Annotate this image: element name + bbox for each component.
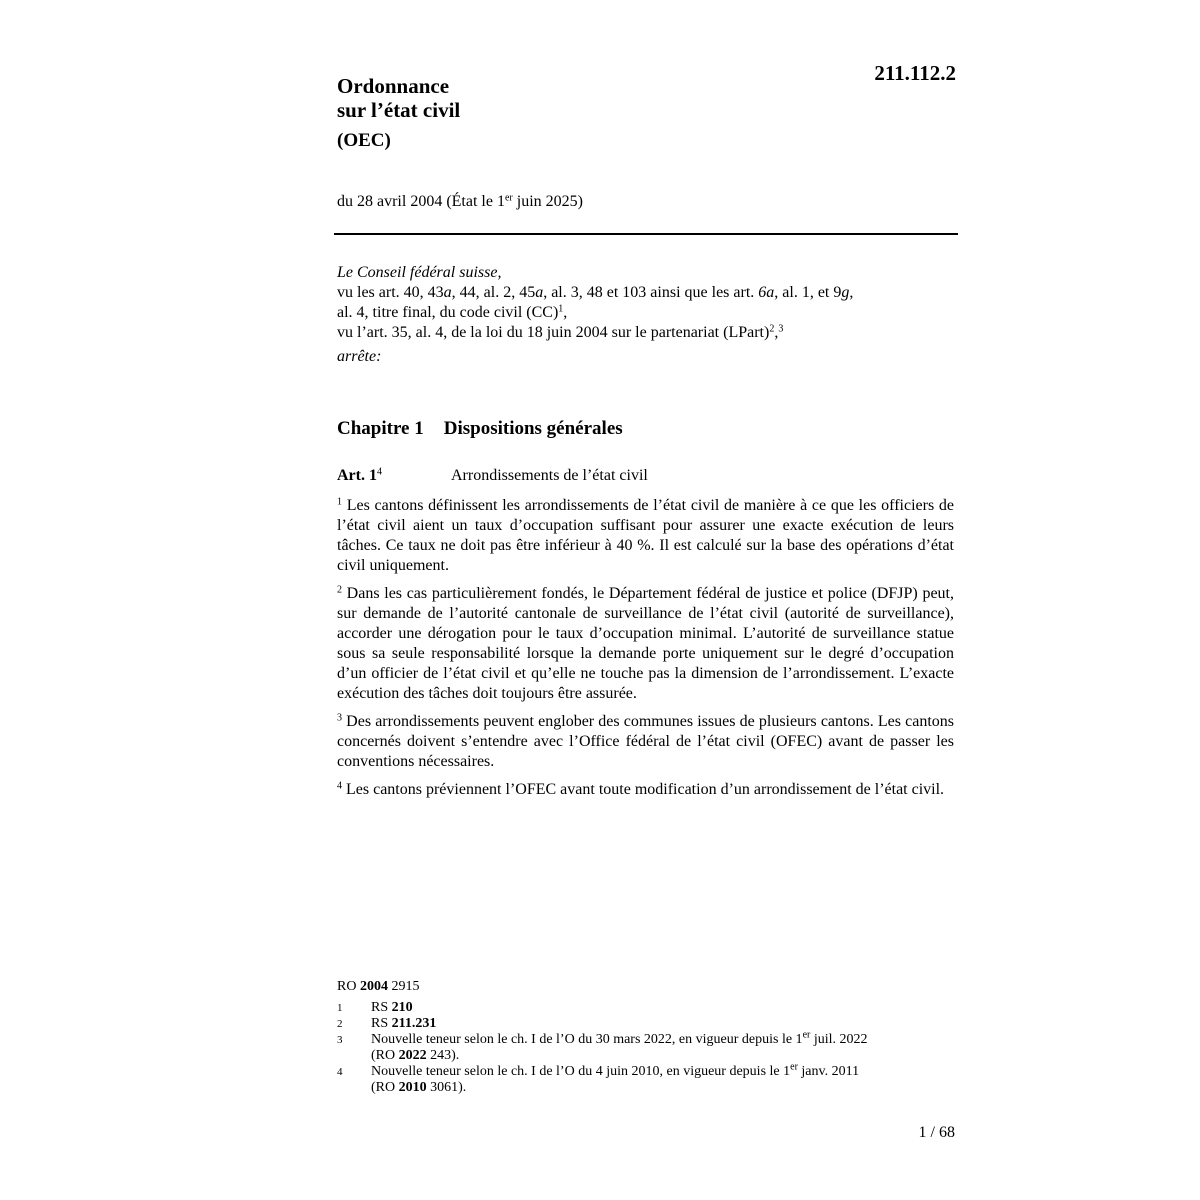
header-divider [334, 233, 958, 235]
article-paragraph: $^3$ Des arrondissements peuvent englober des communes issues de plusieurs cantons. Les cantons concernés doivent s’entendre avec l’Office fédéral de l’état civil (OFEC) avant de passer les conventions nécessaires. [337, 712, 954, 770]
footnotes [337, 1000, 957, 1096]
preamble-vu-cc: vu les art. 40, 43a, 44, al. 2, 45a, al. 3, 48 et 103 ainsi que les art. 6a, al. 1, et 9g, al. 4, titre final, du code civil (CC)$^1$, [337, 284, 854, 321]
title-line-2: sur l’état civil [337, 98, 461, 122]
footnote-item: 4 Nouvelle teneur selon le ch. I de l’O du 4 juin 2010, en vigueur depuis le 1er janv. 2011 (RO 2010 3061). [337, 1061, 860, 1095]
footnote-ref-1[interactable]: 1 [558, 303, 564, 315]
article-paragraph: $^1$ Les cantons définissent les arrondissements de l’état civil de manière à ce que les officiers de l’état civil aient un taux d’occupation suffisant pour assurer une exacte exécution de leurs tâches. Ce taux ne doit pas être inférieur à 40 %. Il est calculé sur la base des opérations d’état civil uniquement. [337, 496, 954, 574]
article-paragraph: $^4$ Les cantons préviennent l’OFEC avant toute modification d’un arrondissement de l’état civil. [337, 780, 945, 798]
preamble-arrete: arrête: [337, 348, 382, 365]
document-title [337, 74, 460, 122]
page-number: 1 / 68 [918, 1124, 955, 1141]
sr-number: 211.112.2 [874, 61, 956, 85]
document-date [337, 193, 583, 211]
preamble [337, 263, 957, 367]
article-paragraph: $^2$ Dans les cas particulièrement fondés, le Département fédéral de justice et police (DFJP) peut, sur demande de l’autorité cantonale de surveillance de l’état civil (autorité de surveillance), accorder une dérogation pour le taux d’occupation minimal. L’autorité de surveillance statue sous sa seule responsabilité lorsque la demande porte uniquement sur le degré d’occupation d’un officier de l’état civil et qu’elle ne touche pas la dimension de l’arrondissement. L’exacte exécution des tâches doit toujours être assurée. [337, 584, 954, 702]
article-heading [337, 467, 648, 485]
article-number: Art. $1^4$ [337, 466, 382, 484]
article-title: Arrondissements de l’état civil [451, 467, 648, 484]
footnote-ref-3[interactable]: 3 [778, 323, 784, 335]
chapter-number: Chapitre 1 [337, 418, 424, 439]
footnote-item: 1 RS 210 [337, 1000, 413, 1015]
footnote-item: 3 Nouvelle teneur selon le ch. I de l’O du 30 mars 2022, en vigueur depuis le 1er juil. 2022 (RO 2022 243). [337, 1029, 868, 1063]
ro-reference: RO 2004 2915 [337, 979, 420, 994]
document-abbreviation: (OEC) [337, 130, 391, 151]
footnote-ref-4[interactable]: 4 [376, 466, 382, 478]
preamble-vu-lpart: vu l’art. 35, al. 4, de la loi du 18 juin 2004 sur le partenariat (LPart)$^2$,$^3$ [337, 323, 784, 341]
footnote-ref-2[interactable]: 2 [769, 323, 775, 335]
article-body [337, 496, 954, 808]
chapter-heading [337, 418, 623, 440]
date-text: du 28 avril 2004 (État le 1 [337, 193, 505, 210]
chapter-title: Dispositions générales [443, 418, 623, 439]
preamble-intro: Le Conseil fédéral suisse, [337, 264, 502, 281]
date-text-end: juin 2025) [512, 193, 583, 210]
title-line-1: Ordonnance [337, 74, 450, 98]
date-superscript: er [504, 192, 513, 204]
footnote-item: 2 RS 211.231 [337, 1016, 437, 1031]
